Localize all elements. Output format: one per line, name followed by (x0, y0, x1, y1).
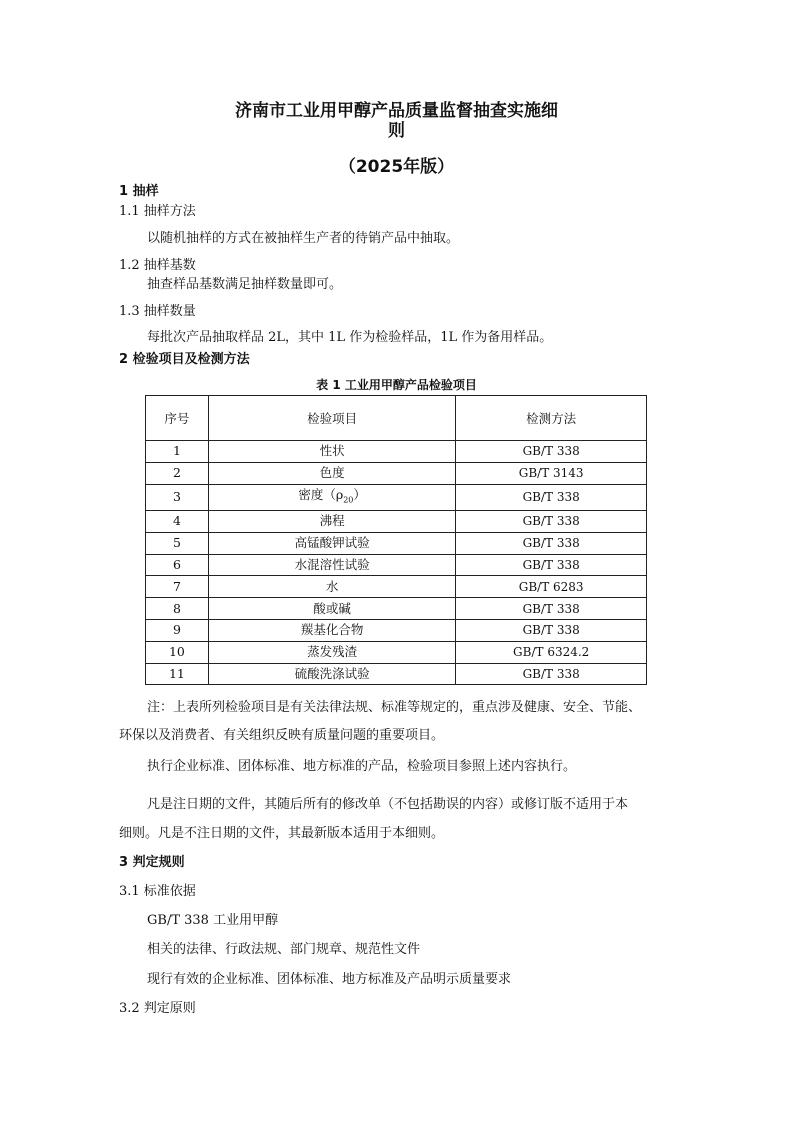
cell-method: GB/T 338 (456, 620, 647, 642)
inspection-items-table (145, 395, 647, 685)
standard-item-3: 现行有效的企业标准、团体标准、地方标准及产品明示质量要求 (147, 972, 512, 987)
table-row (146, 554, 647, 576)
header-no: 序号 (146, 396, 209, 441)
table-row (146, 532, 647, 554)
cell-no: 4 (146, 511, 209, 533)
document-title-line2: 则 (388, 121, 405, 141)
table-note-line1: 注：上表所列检验项目是有关法律法规、标准等规定的，重点涉及健康、安全、节能、 (147, 700, 642, 715)
standard-item-2: 相关的法律、行政法规、部门规章、规范性文件 (147, 942, 421, 957)
table-row (146, 511, 647, 533)
table-row (146, 620, 647, 642)
cell-no: 7 (146, 576, 209, 598)
cell-item-subscript: 20 (343, 495, 354, 505)
header-item: 检验项目 (208, 396, 455, 441)
table-row (146, 663, 647, 685)
cell-method: GB/T 6283 (456, 576, 647, 598)
cell-method: GB/T 338 (456, 532, 647, 554)
section-1-2-body: 抽查样品基数满足抽样数量即可。 (147, 277, 343, 292)
cell-no: 6 (146, 554, 209, 576)
cell-method: GB/T 338 (456, 511, 647, 533)
cell-method: GB/T 6324.2 (456, 641, 647, 663)
cell-no: 5 (146, 532, 209, 554)
cell-no: 1 (146, 441, 209, 463)
standard-item-1: GB/T 338 工业用甲醇 (147, 913, 279, 928)
section-1-3-body: 每批次产品抽取样品 2L，其中 1L 作为检验样品，1L 作为备用样品。 (147, 330, 553, 345)
cell-no: 2 (146, 462, 209, 484)
table-header-row (146, 396, 647, 441)
cell-item: 性状 (208, 441, 455, 463)
cell-method: GB/T 338 (456, 554, 647, 576)
cell-method: GB/T 338 (456, 484, 647, 511)
section-1-heading: 1 抽样 (119, 184, 159, 199)
cell-no: 10 (146, 641, 209, 663)
cell-item: 高锰酸钾试验 (208, 532, 455, 554)
cell-item: 酸或碱 (208, 598, 455, 620)
section-1-2-title: 1.2 抽样基数 (119, 258, 196, 273)
section-1-1-title: 1.1 抽样方法 (119, 204, 196, 219)
table-row (146, 484, 647, 511)
table-row (146, 641, 647, 663)
cell-no: 9 (146, 620, 209, 642)
table-row (146, 462, 647, 484)
cell-method: GB/T 3143 (456, 462, 647, 484)
section-1-3-title: 1.3 抽样数量 (119, 304, 196, 319)
section-3-heading: 3 判定规则 (119, 855, 185, 870)
document-title-line1: 济南市工业用甲醇产品质量监督抽查实施细 (235, 101, 558, 121)
cell-item-text: 密度（ρ (298, 486, 344, 502)
document-edition: （2025年版） (338, 157, 455, 177)
cell-item: 水 (208, 576, 455, 598)
cell-item (208, 484, 455, 511)
cell-item: 硫酸洗涤试验 (208, 663, 455, 685)
table-note-line2: 环保以及消费者、有关组织反映有质量问题的重要项目。 (119, 728, 445, 743)
cell-item: 羰基化合物 (208, 620, 455, 642)
cell-method: GB/T 338 (456, 663, 647, 685)
section-1-1-body: 以随机抽样的方式在被抽样生产者的待销产品中抽取。 (147, 231, 460, 246)
section-3-1-title: 3.1 标准依据 (119, 884, 196, 899)
cell-no: 8 (146, 598, 209, 620)
cell-method: GB/T 338 (456, 441, 647, 463)
cell-item: 蒸发残渣 (208, 641, 455, 663)
cell-no: 11 (146, 663, 209, 685)
cell-item: 沸程 (208, 511, 455, 533)
header-method: 检测方法 (456, 396, 647, 441)
table-row (146, 576, 647, 598)
table-row (146, 441, 647, 463)
section-2-heading: 2 检验项目及检测方法 (119, 352, 250, 367)
table-row (146, 598, 647, 620)
cell-no: 3 (146, 484, 209, 511)
cell-method: GB/T 338 (456, 598, 647, 620)
cell-item: 水混溶性试验 (208, 554, 455, 576)
dated-docs-line1: 凡是注日期的文件，其随后所有的修改单（不包括勘误的内容）或修订版不适用于本 (147, 797, 629, 812)
exec-standards-paragraph: 执行企业标准、团体标准、地方标准的产品，检验项目参照上述内容执行。 (147, 759, 577, 774)
table-caption: 表 1 工业用甲醇产品检验项目 (316, 378, 477, 392)
section-3-2-title: 3.2 判定原则 (119, 1001, 196, 1016)
cell-item: 色度 (208, 462, 455, 484)
cell-item-text-end: ） (353, 486, 366, 502)
dated-docs-line2: 细则。凡是不注日期的文件，其最新版本适用于本细则。 (119, 826, 445, 841)
